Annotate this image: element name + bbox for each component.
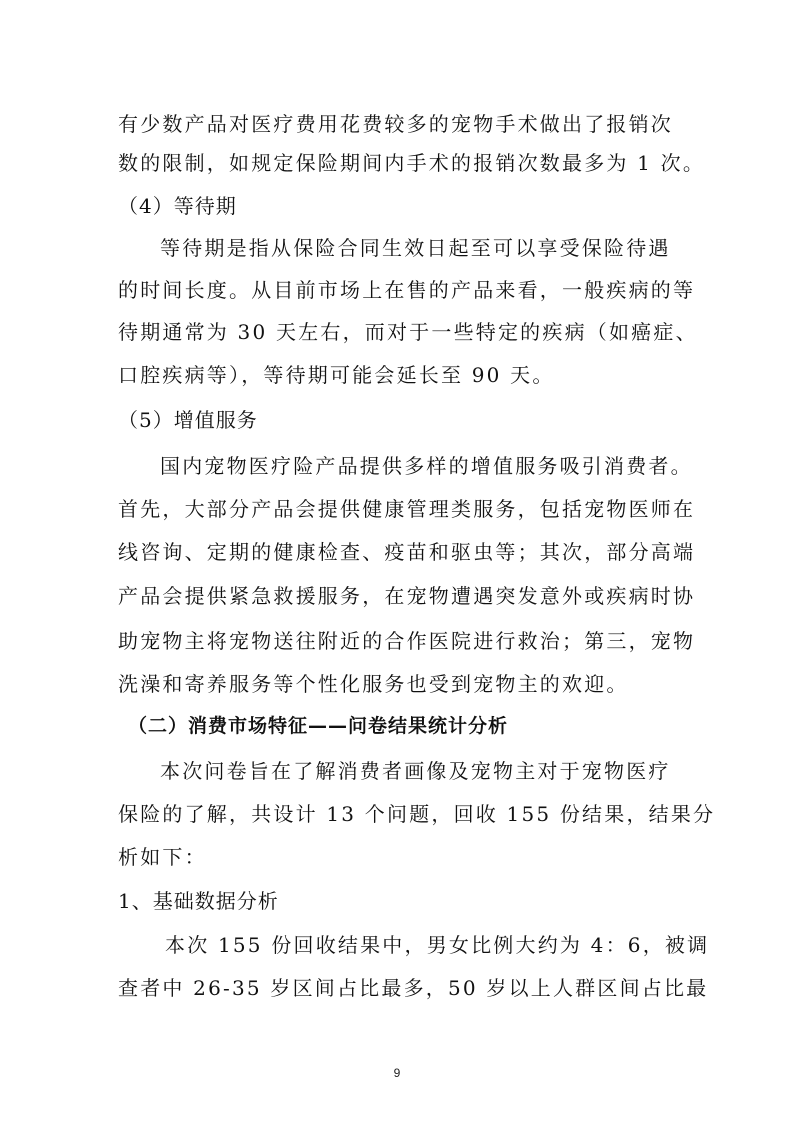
paragraph-line: 助宠物主将宠物送往附近的合作医院进行救治；第三，宠物 [118, 629, 696, 653]
subheading-waiting-period: （4）等待期 [118, 194, 237, 218]
paragraph-line: 口腔疾病等），等待期可能会延长至 90 天。 [118, 363, 555, 387]
paragraph-line: 本次问卷旨在了解消费者画像及宠物主对于宠物医疗 [160, 759, 671, 783]
paragraph-line: 保险的了解，共设计 13 个问题，回收 155 份结果，结果分 [118, 802, 716, 826]
paragraph-line: 查者中 26-35 岁区间占比最多，50 岁以上人群区间占比最 [118, 976, 709, 1000]
subheading-value-added-services: （5）增值服务 [118, 408, 258, 432]
paragraph-line: 有少数产品对医疗费用花费较多的宠物手术做出了报销次 [118, 112, 673, 136]
page-number: 9 [393, 1066, 401, 1080]
paragraph-line: 本次 155 份回收结果中，男女比例大约为 4：6，被调 [165, 933, 710, 957]
paragraph-line: 的时间长度。从目前市场上在售的产品来看，一般疾病的等 [118, 278, 696, 302]
paragraph-line: 线咨询、定期的健康检查、疫苗和驱虫等；其次，部分高端 [118, 540, 696, 564]
paragraph-line: 数的限制，如规定保险期间内手术的报销次数最多为 1 次。 [118, 151, 706, 175]
paragraph-line: 首先，大部分产品会提供健康管理类服务，包括宠物医师在 [118, 497, 696, 521]
paragraph-line: 等待期是指从保险合同生效日起至可以享受保险待遇 [160, 236, 671, 260]
paragraph-line: 产品会提供紧急救援服务，在宠物遭遇突发意外或疾病时协 [118, 584, 696, 608]
paragraph-line: 析如下： [118, 845, 207, 869]
paragraph-line: 洗澡和寄养服务等个性化服务也受到宠物主的欢迎。 [118, 672, 629, 696]
subheading-basic-data-analysis: 1、基础数据分析 [118, 889, 279, 913]
section-heading-consumer-market: （二）消费市场特征——问卷结果统计分析 [128, 715, 509, 737]
paragraph-line: 待期通常为 30 天左右，而对于一些特定的疾病（如癌症、 [118, 320, 698, 344]
paragraph-line: 国内宠物医疗险产品提供多样的增值服务吸引消费者。 [160, 454, 693, 478]
